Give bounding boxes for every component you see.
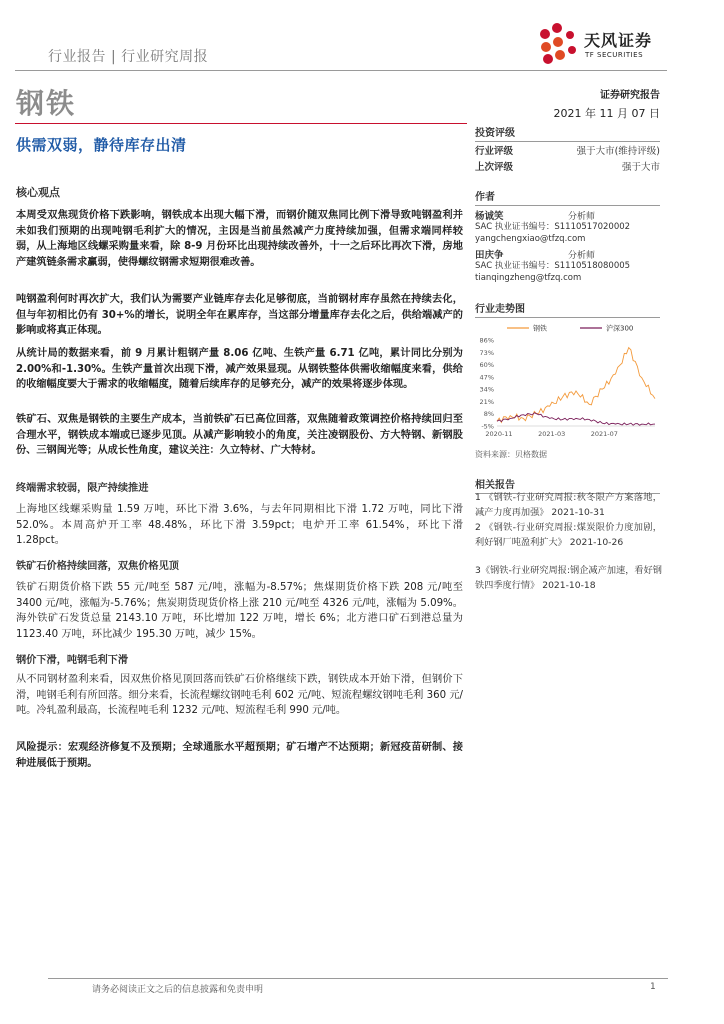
y-tick-label: 60% xyxy=(479,361,494,370)
paragraph-7: 从不同钢材盈利来看，因双焦价格见顶回落而铁矿石价格继续下跌，钢铁成本开始下滑，但钢价下滑，吨钢毛利有所回落。细分来看，长流程螺纹钢吨毛利 602 元/吨、短流程螺纹钢吨毛利 360 元/吨。冷轧盈利最高，长流程吨毛利 1232 元/吨、短流程毛利 990 元/吨。 xyxy=(16,674,463,716)
related-report-3[interactable]: 3《钢铁-行业研究周报:钢企减产加速，看好钢铁四季度行情》 2021-10-18 xyxy=(475,565,662,591)
y-tick-label: 8% xyxy=(483,410,494,419)
author-sac: SAC 执业证书编号：S1110518080005 xyxy=(475,261,631,271)
logo-flower-icon xyxy=(534,20,584,68)
y-tick-label: 21% xyxy=(479,397,494,406)
legend-label: 沪深300 xyxy=(606,324,634,333)
subheading-margin: 钢价下滑，吨钢毛利下滑 xyxy=(16,655,129,666)
report-type: 证券研究报告 xyxy=(600,90,660,101)
author-sac: SAC 执业证书编号：S1110517020002 xyxy=(475,222,631,232)
subheading-demand: 终端需求较弱，限产持续推进 xyxy=(16,483,149,494)
paragraph-1: 本周受双焦现货价格下跌影响，钢铁成本出现大幅下滑，而钢价随双焦同比例下滑导致吨钢盈利并未如我们预期的出现吨钢毛利扩大的情况，主因是当前虽然减产力度持续加强，但需求端同样较弱，从上海地区线螺采购量来看，除 8-9 月份环比出现持续改善外，十一之后环比再次下滑，房地产建筑链条需求赢弱，使得螺纹钢需求短期很难改善。 xyxy=(16,210,463,268)
chart-heading: 行业走势图 xyxy=(475,300,660,318)
report-date: 2021 年 11 月 07 日 xyxy=(553,107,660,120)
y-tick-label: -5% xyxy=(481,422,494,431)
hs300-series-line xyxy=(497,413,655,425)
risk-warning: 风险提示：宏观经济修复不及预期；全球通胀水平超预期；矿石增产不达预期；新冠疫苗研制、接种进展低于预期。 xyxy=(16,742,463,769)
author-email[interactable]: yangchengxiao@tfzq.com xyxy=(475,234,586,244)
related-report-2[interactable]: 2 《钢铁-行业研究周报:煤炭限价力度加剧，利好钢厂吨盈利扩大》 2021-10-26 xyxy=(475,522,662,548)
author-name: 杨诚笑 xyxy=(475,211,504,222)
legend-label: 钢铁 xyxy=(533,324,547,333)
rating-value: 强于大市(维持评级) xyxy=(576,146,660,157)
logo-english-name: TF SECURITIES xyxy=(585,51,644,59)
prev-rating-label: 上次评级 xyxy=(475,162,514,173)
subheading-ore: 铁矿石价格持续回落，双焦价格见顶 xyxy=(16,561,179,572)
paragraph-3: 从统计局的数据来看，前 9 月累计粗钢产量 8.06 亿吨、生铁产量 6.71 亿吨，累计同比分别为 2.00%和-1.30%。生铁产量首次出现下滑，减产效果显现。从钢铁整体供需收缩幅度来看，供给的收缩幅度要大于需求的收缩幅度，随着后续库存的足够充分，减产的效果将逐步体现。 xyxy=(16,348,463,390)
steel-series-line xyxy=(497,348,655,423)
title-divider xyxy=(15,123,467,124)
industry-name: 钢铁 xyxy=(16,87,77,120)
header-divider xyxy=(15,70,667,71)
y-tick-label: 34% xyxy=(479,385,494,394)
author-email[interactable]: tianqingzheng@tfzq.com xyxy=(475,273,582,283)
logo-chinese-name: 天风证券 xyxy=(584,31,653,50)
core-heading: 核心观点 xyxy=(16,186,60,199)
prev-rating-value: 强于大市 xyxy=(621,162,660,173)
paragraph-6: 铁矿石期货价格下跌 55 元/吨至 587 元/吨，涨幅为-8.57%；焦煤期货价格下跌 208 元/吨至 3400 元/吨，涨幅为-5.76%；焦炭期货现货价格上涨 210 元/吨至 4326 元/吨，涨幅为 5.09%。海外铁矿石发货总量 2143.10 万吨，环比增加 122 万吨，增长 6%；北方港口矿石到港总量为 1123.40 万吨，环比减少 195.30 万吨，减少 15%。 xyxy=(16,582,463,640)
y-tick-label: 86% xyxy=(479,336,494,345)
previous-rating-row xyxy=(475,159,660,173)
report-category: 行业报告 | 行业研究周报 xyxy=(48,49,209,65)
related-report-1[interactable]: 1 《钢铁-行业研究周报:秋冬限产方案落地，减产力度再加强》 2021-10-31 xyxy=(475,492,662,518)
chart-source: 资料来源：贝格数据 xyxy=(475,450,547,459)
page-number: 1 xyxy=(650,982,656,992)
paragraph-2: 吨钢盈利何时再次扩大，我们认为需要产业链库存去化足够彻底，当前钢材库存虽然在持续去化，但与年初相比仍有 30+%的增长，说明全年在累库存，当这部分增量库存去化之后，供给端减产的影响或将真正体现。 xyxy=(16,294,463,336)
author-name: 田庆争 xyxy=(475,250,504,261)
x-tick-label: 2021-03 xyxy=(538,430,566,438)
disclaimer[interactable]: 请务必阅读正文之后的信息披露和免责申明 xyxy=(92,985,264,995)
author-heading: 作者 xyxy=(475,188,660,206)
x-tick-label: 2020-11 xyxy=(485,430,513,438)
related-heading: 相关报告 xyxy=(475,476,660,494)
author-role: 分析师 xyxy=(568,212,596,222)
y-tick-label: 73% xyxy=(479,348,494,357)
x-tick-label: 2021-07 xyxy=(590,430,618,438)
rating-heading: 投资评级 xyxy=(475,124,660,142)
author-role: 分析师 xyxy=(568,251,596,261)
y-tick-label: 47% xyxy=(479,373,494,382)
rating-label: 行业评级 xyxy=(475,146,514,157)
industry-trend-chart xyxy=(475,322,660,440)
industry-rating-row xyxy=(475,143,660,157)
report-title: 供需双弱，静待库存出清 xyxy=(16,136,187,154)
paragraph-5: 上海地区线螺采购量 1.59 万吨，环比下滑 3.6%，与去年同期相比下滑 1.72 万吨，同比下滑 52.0%。本周高炉开工率 48.48%，环比下滑 3.59pct；电炉开工率 61.54%，环比下滑 1.28pct。 xyxy=(16,504,463,546)
footer-divider xyxy=(48,978,668,979)
paragraph-4: 铁矿石、双焦是钢铁的主要生产成本，当前铁矿石已高位回落，双焦随着政策调控价格持续回归至合理水平，钢铁成本端或已逐步见顶。从减产影响较小的角度，关注凌钢股份、方大特钢、新钢股份、三钢闽光等；从成长性角度，建议关注：久立特材、广大特材。 xyxy=(16,414,463,456)
